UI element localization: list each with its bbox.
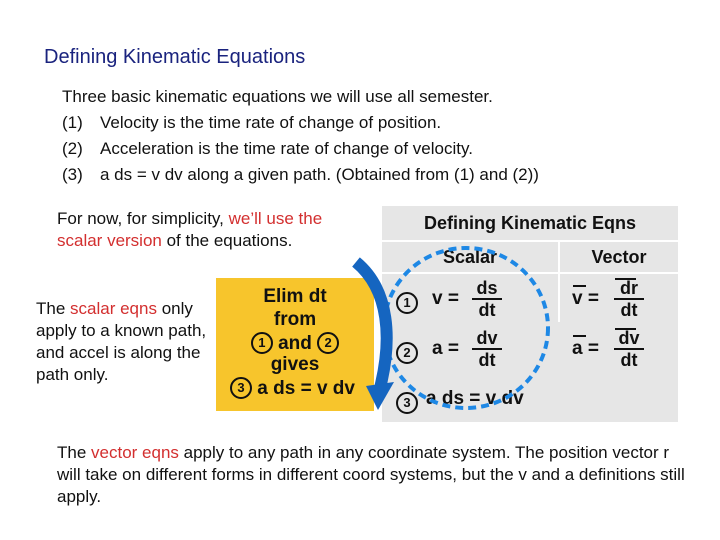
denominator: dt xyxy=(478,350,496,370)
circled-number: 3 xyxy=(396,392,418,414)
scalar-velocity-lhs: v = xyxy=(432,288,459,309)
circled-number: 1 xyxy=(396,292,418,314)
note-highlight: vector eqns xyxy=(91,443,179,462)
numerator: dv xyxy=(614,328,644,350)
panel-line: from xyxy=(273,309,317,330)
dashed-highlight-ellipse xyxy=(384,248,548,408)
numerator: dv xyxy=(472,328,502,350)
panel-equation: a ds = v dv xyxy=(257,378,355,399)
work-energy-equation: a ds = v dv xyxy=(426,388,524,409)
item-text: a ds = v dv along a given path. (Obtained from (1) and (2)) xyxy=(100,165,539,184)
vector-accel-lhs: a = xyxy=(572,338,599,359)
vector-note xyxy=(57,442,697,508)
item-number: (3) xyxy=(62,165,83,184)
denominator: dt xyxy=(620,350,638,370)
table-title: Defining Kinematic Eqns xyxy=(423,213,637,233)
item-text: Acceleration is the time rate of change of velocity. xyxy=(100,139,473,158)
note-highlight: we’ll use the scalar version xyxy=(57,209,323,250)
curved-arrow-shaft xyxy=(356,262,387,388)
intro-line: Three basic kinematic equations we will use all semester. xyxy=(62,87,493,106)
vector-velocity-lhs: v = xyxy=(572,288,599,309)
circled-number: 1 xyxy=(251,332,273,354)
column-header-scalar: Scalar xyxy=(442,247,498,267)
note-text: apply to any path in any coordinate system. The position vector r will take on different forms in different coord systems, but the v and a definitions still apply. xyxy=(57,443,685,506)
note-text: The xyxy=(57,443,92,462)
scalar-accel-lhs: a = xyxy=(432,338,459,359)
column-header-vector: Vector xyxy=(591,247,647,267)
circled-number: 2 xyxy=(317,332,339,354)
panel-line: gives xyxy=(270,354,320,375)
note-text: only apply to a known path, and accel is along the path only. xyxy=(36,299,207,384)
circled-number: 3 xyxy=(230,377,252,399)
numerator: ds xyxy=(472,278,502,300)
curved-arrow-head-icon xyxy=(366,382,394,410)
circled-number: 2 xyxy=(396,342,418,364)
numerator: dr xyxy=(614,278,644,300)
item-number: (1) xyxy=(62,113,83,132)
item-number: (2) xyxy=(62,139,83,158)
note-text: For now, for simplicity, xyxy=(57,209,229,228)
item-text: Velocity is the time rate of change of position. xyxy=(100,113,442,132)
slide-title: Defining Kinematic Equations xyxy=(44,46,306,68)
note-text: of the equations. xyxy=(161,231,293,250)
panel-word: and xyxy=(278,333,312,354)
denominator: dt xyxy=(620,300,638,320)
note-text: The xyxy=(36,299,71,318)
denominator: dt xyxy=(478,300,496,320)
note-highlight: scalar eqns xyxy=(70,299,157,318)
panel-line: Elim dt xyxy=(263,286,327,307)
